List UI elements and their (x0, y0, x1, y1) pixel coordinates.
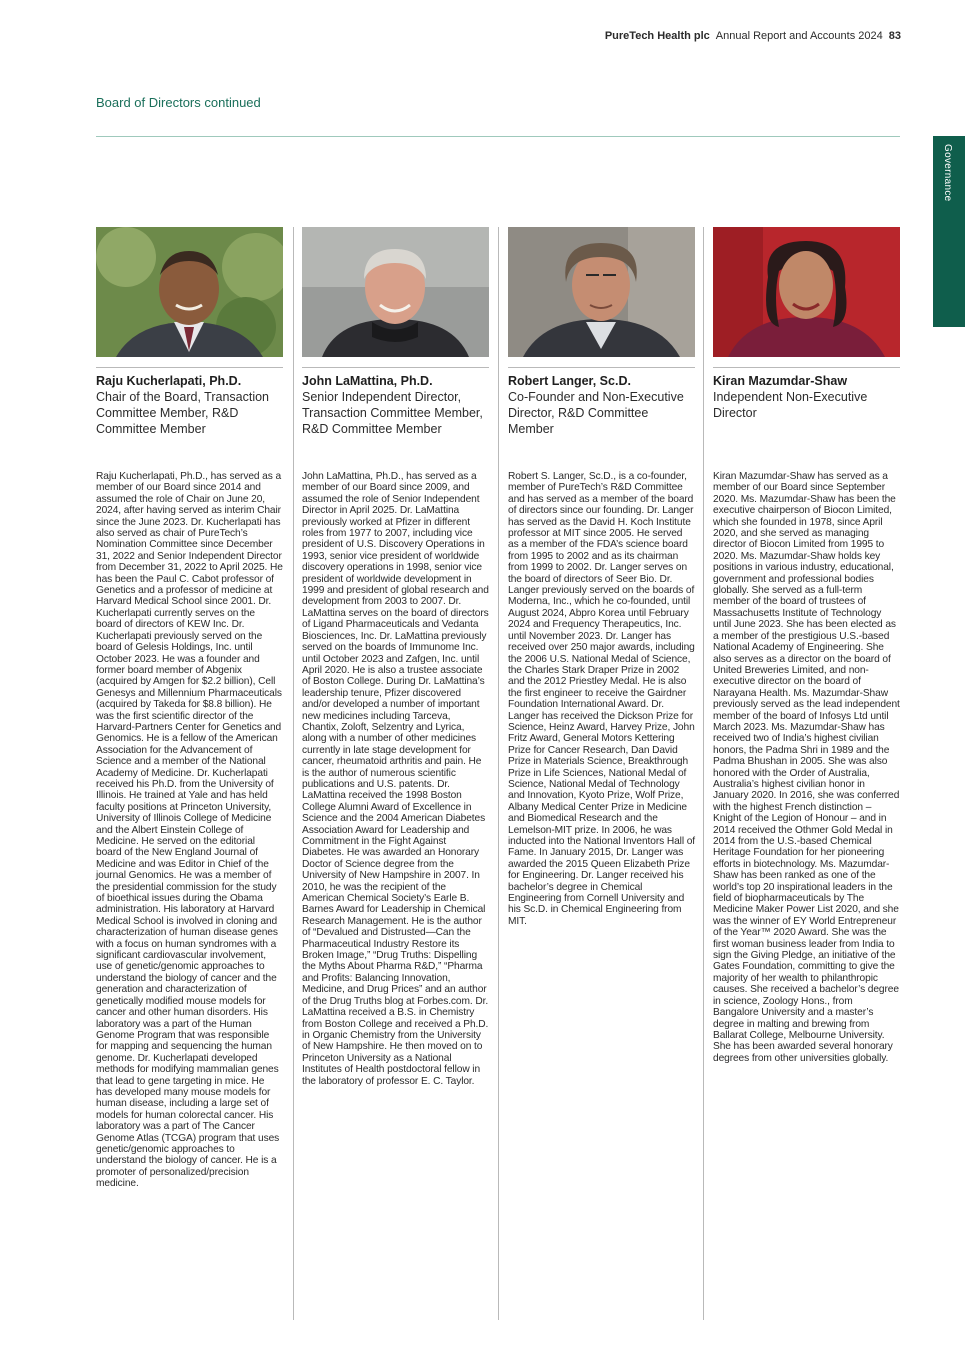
page-number: 83 (888, 30, 901, 42)
page-header (605, 30, 901, 42)
director-role: Chair of the Board, Transaction Committee Member, R&D Committee Member (96, 390, 270, 436)
column-divider (293, 227, 294, 1320)
director-role: Senior Independent Director, Transaction Committee Member, R&D Committee Member (302, 390, 483, 436)
director-bio: Raju Kucherlapati, Ph.D., has served as a member of our Board since 2014 and assumed the role of Chair on June 20, 2024, after having served as interim Chair since the June 2023. Dr. Kucherlapati has also served as chair of PureTech’s Nomination Committee since December 31, 2022 and Senior Independent Director from December 31, 2022 to April 2025. He has been the Paul C. Cabot professor of Genetics and a professor of medicine at Harvard Medical School since 2001. Dr. Kucherlapati currently serves on the board of directors of KEW Inc. Dr. Kucherlapati previously served on the board of Gelesis Holdings, Inc. until October 2023. He was a founder and former board member of Abgenix (acquired by Amgen for $2.2 billion), Cell Genesys and Millennium Pharmaceuticals (acquired by Takeda for $8.8 billion). He was the first scientific director of the Harvard-Partners Center for Genetics and Genomics. He is a fellow of the American Association for the Advancement of Science and a member of the National Academy of Medicine. Dr. Kucherlapati received his Ph.D. from the University of Illinois. He trained at Yale and has held faculty positions at Princeton University, University of Illinois College of Medicine and the Albert Einstein College of Medicine. He served on the editorial board of the New England Journal of Medicine and was Editor in Chief of the journal Genomics. He was a member of the presidential commission for the study of bioethical issues during the Obama administration. His laboratory at Harvard Medical School is involved in cloning and characterization of human disease genes with a focus on human syndromes with a significant cardiovascular involvement, use of genetic/genomic approaches to understand the biology of cancer and the generation and characterization of genetically modified mouse models for cancer and other human disorders. His laboratory was a part of the Human Genome Program that was responsible for mapping and sequencing the human genome. Dr. Kucherlapati developed methods for modifying mammalian genes that lead to gene targeting in mice. He has developed many mouse models for human disease, including a large set of models for human colorectal cancer. His laboratory was a part of The Cancer Genome Atlas (TCGA) program that uses genetic/genomic approaches to understand the biology of cancer. He is a promoter of personalized/precision medicine. (96, 471, 283, 1190)
director-photo (713, 227, 900, 357)
director-card (302, 227, 489, 1087)
header-brand: PureTech Health plc (604, 30, 710, 42)
director-card (508, 227, 695, 927)
section-title: Board of Directors continued (96, 95, 261, 110)
director-name: Robert Langer, Sc.D. (508, 374, 631, 388)
header-divider (96, 136, 900, 137)
director-role: Co-Founder and Non-Executive Director, R&D Committee Member (508, 390, 684, 436)
director-bio: Kiran Mazumdar-Shaw has served as a member of our Board since September 2020. Ms. Mazumdar-Shaw has been the executive chairperson of Biocon Limited, which she founded in 1978, since April 2020, and she served as managing director of Biocon Limited from 1995 to 2020. Ms. Mazumdar-Shaw holds key positions in various industry, educational, government and professional bodies globally. She served as a full-term member of the board of trustees of Massachusetts Institute of Technology until June 2023. She has been elected as a member of the prestigious U.S.-based National Academy of Engineering. She also serves as a director on the board of United Breweries Limited, and non-executive director on the board of Narayana Health. Ms. Mazumdar-Shaw previously served as the lead independent member of the board of Infosys Ltd until March 2023. Ms. Mazumdar-Shaw has received two of India’s highest civilian honors, the Padma Shri in 1989 and the Padma Bhushan in 2005. She was also honored with the Order of Australia, Australia’s highest civilian honor in January 2020. In 2016, she was conferred with the highest French distinction – Knight of the Legion of Honour – and in 2014 received the Othmer Gold Medal in 2014 from the U.S.-based Chemical Heritage Foundation for her pioneering efforts in biotechnology. Ms. Mazumdar-Shaw has been ranked as one of the world’s top 20 inspirational leaders in the field of biopharmaceuticals by The Medicine Maker Power List 2020, and she was the winner of EY World Entrepreneur of the Year™ 2020 Award. She was the first woman business leader from India to sign the Giving Pledge, an initiative of the Gates Foundation, committing to give the majority of her wealth to philanthropic causes. She received a bachelor’s degree in science, Zoology Hons., from Bangalore University and a master’s degree in malting and brewing from Ballarat College, Melbourne University. She has been awarded several honorary degrees from other universities globally. (713, 471, 900, 1064)
director-card (713, 227, 900, 1064)
director-name: Kiran Mazumdar-Shaw (713, 374, 848, 388)
director-name: Raju Kucherlapati, Ph.D. (96, 374, 242, 388)
director-bio: Robert S. Langer, Sc.D., is a co-founder, member of PureTech’s R&D Committee and has served as a member of the board of directors since our founding. Dr. Langer has served as the David H. Koch Institute professor at MIT since 2005. He served as a member of the FDA’s science board from 1995 to 2002 and as its chairman from 1999 to 2002. Dr. Langer serves on the board of directors of Seer Bio. Dr. Langer previously served on the boards of Moderna, Inc., which he co-founded, until August 2024, Abpro Korea until February 2024 and Frequency Therapeutics, Inc. until November 2023. Dr. Langer has received over 250 major awards, including the 2006 U.S. National Medal of Science, the Charles Stark Draper Prize in 2002 and the 2012 Priestley Medal. He is also the first engineer to receive the Gairdner Foundation International Award. Dr. Langer has received the Dickson Prize for Science, Heinz Award, Harvey Prize, John Fritz Award, General Motors Kettering Prize for Cancer Research, Dan David Prize in Materials Science, Breakthrough Prize in Life Sciences, National Medal of Science, National Medal of Technology and Innovation, Kyoto Prize, Wolf Prize, Albany Medical Center Prize in Medicine and Biomedical Research and the Lemelson-MIT prize. In 2006, he was inducted into the National Inventors Hall of Fame. In January 2015, Dr. Langer was awarded the 2015 Queen Elizabeth Prize for Engineering. Dr. Langer received his bachelor’s degree in Chemical Engineering from Cornell University and his Sc.D. in Chemical Engineering from MIT. (508, 471, 696, 927)
side-tab-label: Governance (942, 144, 953, 202)
director-card (96, 227, 283, 1190)
director-name: John LaMattina, Ph.D. (302, 374, 433, 388)
director-photo (508, 227, 695, 357)
director-photo (302, 227, 489, 357)
side-tab-governance[interactable] (933, 136, 965, 327)
director-role: Independent Non-Executive Director (713, 390, 868, 420)
column-divider (703, 227, 704, 1320)
director-photo (96, 227, 283, 357)
column-divider (498, 227, 499, 1320)
director-bio: John LaMattina, Ph.D., has served as a member of our Board since 2009, and assumed the role of Senior Independent Director in April 2025. Dr. LaMattina previously worked at Pfizer in different roles from 1977 to 2007, including vice president of U.S. Discovery Operations in 1993, senior vice president of worldwide discovery operations in 1998, senior vice president of worldwide development in 1999 and president of global research and development from 2003 to 2007. Dr. LaMattina serves on the board of directors of Ligand Pharmaceuticals and Vedanta Biosciences, Inc. Dr. LaMattina previously served on the boards of Immunome Inc. until October 2023 and Zafgen, Inc. until April 2020. He is also a trustee associate of Boston College. During Dr. LaMattina’s leadership tenure, Pfizer discovered and/or developed a number of important new medicines including Tarceva, Chantix, Zoloft, Selzentry and Lyrica, along with a number of other medicines currently in late stage development for cancer, rheumatoid arthritis and pain. He is the author of numerous scientific publications and U.S. patents. Dr. LaMattina received the 1998 Boston College Alumni Award of Excellence in Science and the 2004 American Diabetes Association Award for Leadership and Commitment in the Fight Against Diabetes. He was awarded an Honorary Doctor of Science degree from the University of New Hampshire in 2007. In 2010, he was the recipient of the American Chemical Society’s Earle B. Barnes Award for Leadership in Chemical Research Management. He is the author of “Devalued and Distrusted—Can the Pharmaceutical Industry Restore its Broken Image,” “Drug Truths: Dispelling the Myths About Pharma R&D,” “Pharma and Profits: Balancing Innovation, Medicine, and Drug Prices” and an author of the Drug Truths blog at Forbes.com. Dr. LaMattina received a B.S. in Chemistry from Boston College and received a Ph.D. in Organic Chemistry from the University of New Hampshire. He then moved on to Princeton University as a National Institutes of Health postdoctoral fellow in the laboratory of professor E. C. Taylor. (302, 471, 489, 1087)
header-report-title: Annual Report and Accounts 2024 (715, 30, 883, 42)
